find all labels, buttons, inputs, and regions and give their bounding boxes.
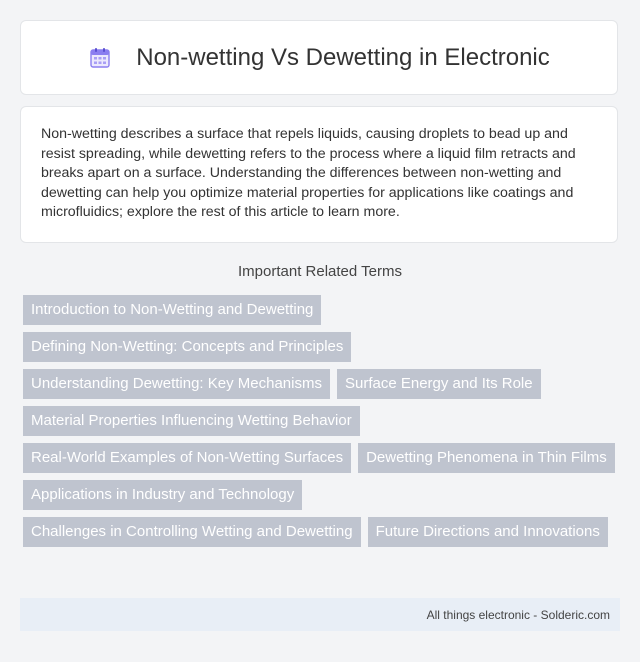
related-terms-heading: Important Related Terms [238,263,402,280]
related-terms-list [23,295,623,547]
page-title: Non-wetting Vs Dewetting in Electronic [136,43,550,71]
footer-text: All things electronic - Solderic.com [426,607,610,622]
title-card [20,20,618,95]
footer [20,598,620,631]
related-term-tag[interactable]: Future Directions and Innovations [368,517,608,547]
related-term-tag[interactable]: Applications in Industry and Technology [23,480,302,510]
related-term-tag[interactable]: Understanding Dewetting: Key Mechanisms [23,369,330,399]
related-term-tag[interactable]: Surface Energy and Its Role [337,369,541,399]
related-term-tag[interactable]: Material Properties Influencing Wetting Behavior [23,406,360,436]
related-term-tag[interactable]: Dewetting Phenomena in Thin Films [358,443,615,473]
related-term-tag[interactable]: Challenges in Controlling Wetting and Dewetting [23,517,361,547]
related-term-tag[interactable]: Real-World Examples of Non-Wetting Surfaces [23,443,351,473]
description-text: Non-wetting describes a surface that repels liquids, causing droplets to bead up and resist spreading, while dewetting refers to the process where a liquid film retracts and breaks apart on a surface. Understanding the differences between non-wetting and dewetting can help you optimize material properties for applications like coatings and microfluidics; explore the rest of this article to learn more. [41,126,576,220]
related-term-tag[interactable]: Introduction to Non-Wetting and Dewetting [23,295,321,325]
calendar-icon [88,45,114,71]
description-card [20,106,618,243]
related-term-tag[interactable]: Defining Non-Wetting: Concepts and Principles [23,332,351,362]
